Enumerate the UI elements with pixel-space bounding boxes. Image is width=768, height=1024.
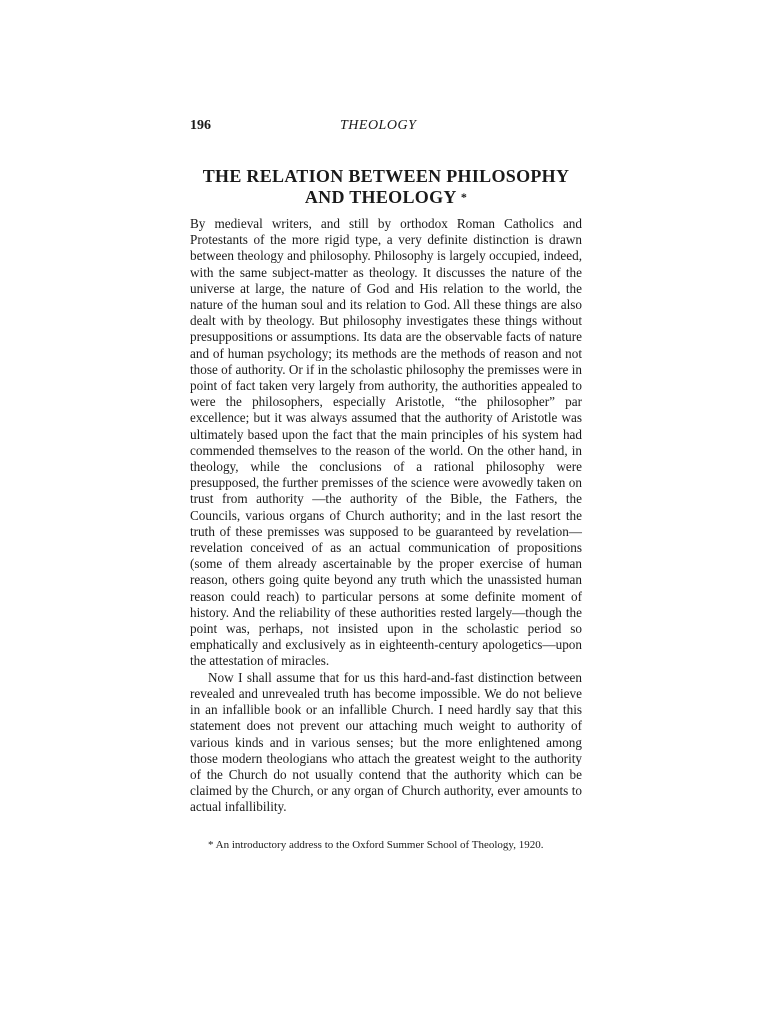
footnote-marker: * [460,190,468,204]
article-title [190,166,582,208]
body-paragraph-1: By medieval writers, and still by orthodox Roman Catholics and Protestants of the more rigid type, a very definite distinction is drawn between theology and philosophy. Philosophy is largely occupied, indeed, with the same subject-matter as theology. It discusses the nature of the universe at large, the nature of God and His relation to the world, the nature of the human soul and its relation to God. All these things are also dealt with by theology. But philosophy investigates these things without presuppositions or assumptions. Its data are the observable facts of nature and of human psychology; its methods are the methods of reason and not those of authority. Or if in the scholastic philosophy the premisses were in point of fact taken very largely from authority, the authorities appealed to were the philosophers, especially Aristotle, “the philosopher” par excellence; but it was always assumed that the authority of Aristotle was ultimately based upon the fact that the main principles of his system had commended themselves to the reason of the world. On the other hand, in theology, while the conclusions of a rational philosophy were presupposed, the further premisses of the science were avowedly taken on trust from authority —the authority of the Bible, the Fathers, the Councils, various organs of Church authority; and in the last resort the truth of these premisses was supposed to be guaranteed by revelation—revelation conceived of as an actual communication of propositions (some of them already ascertainable by the proper exercise of human reason, others going quite beyond any truth which the unassisted human reason could reach) to particular persons at some definite moment of history. And the reliability of these authorities rested largely—though the point was, perhaps, not insisted upon in the scholastic period so emphatically and exclusively as in eighteenth-century apologetics—upon the attestation of miracles. [190,216,582,669]
article-title-line-2-text: AND THEOLOGY [304,187,456,207]
page-number: 196 [190,118,211,133]
article-title-line-1: THE RELATION BETWEEN PHILOSOPHY [202,166,570,186]
running-head: THEOLOGY [340,118,417,133]
body-paragraph-2: Now I shall assume that for us this hard-and-fast distinction between revealed and unrevealed truth has become impossible. We do not believe in an infallible book or an infallible Church. I need hardly say that this statement does not prevent our attaching much weight to authority of various kinds and in various senses; but the more enlightened among those modern theologians who attach the greatest weight to the authority of the Church do not usually contend that the authority which can be claimed by the Church, or any organ of Church authority, ever amounts to actual infallibility. [190,669,582,815]
page-header [190,118,590,138]
footnote: * An introductory address to the Oxford Summer School of Theology, 1920. [208,839,544,851]
article-body [190,216,582,816]
article-title-line-2 [190,187,582,208]
